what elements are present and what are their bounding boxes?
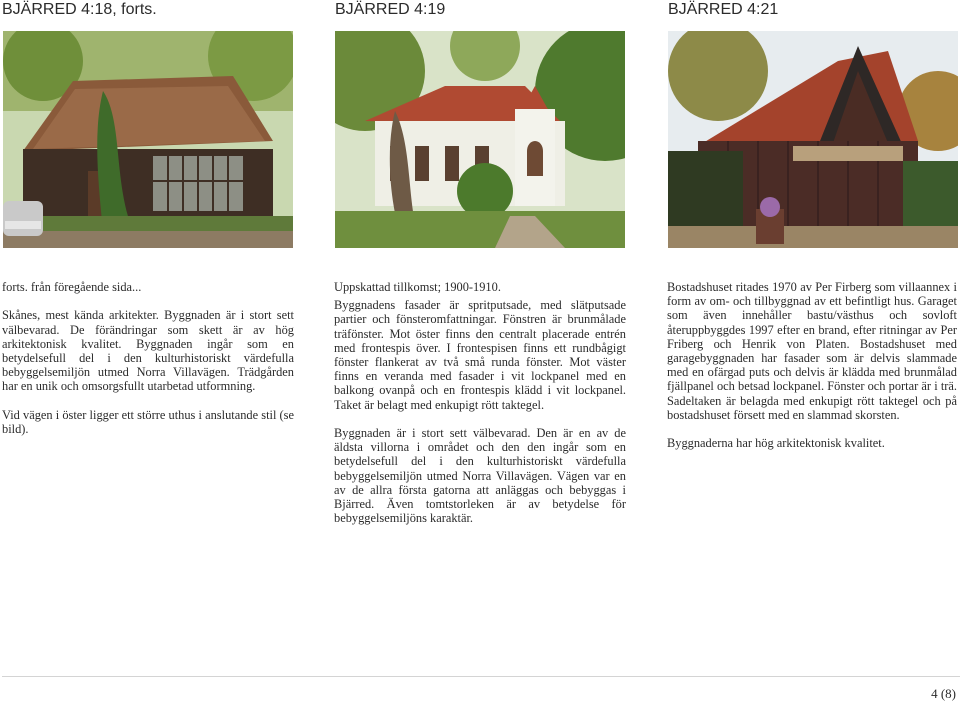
- col1-paragraph-2: Vid vägen i öster ligger ett större uthus i anslutande stil (se bild).: [2, 407, 294, 436]
- heading-bjarred-4-18: BJÄRRED 4:18, forts.: [2, 1, 157, 18]
- house-photo-icon: [335, 31, 625, 248]
- page-number: 4 (8): [931, 686, 956, 701]
- house-photo-icon: [3, 31, 293, 248]
- column-text-2: [334, 280, 626, 540]
- footer-divider: [2, 676, 960, 677]
- photo-bjarred-4-21: [668, 31, 958, 248]
- column-text-3: [667, 280, 957, 465]
- col2-paragraph-2: Byggnaden är i stort sett välbevarad. Den är en av de äldsta villorna i området och den den ingår som en betydelsefull del i den kulturhistoriskt värdefulla bebyggelsemiljön utmed Norra Villavägen. Vägen var en av de allra första gatorna att anläggas och bebyggas i Bjärred. Även tomtstorleken är av betydelse för bebyggelsemiljöns karaktär.: [334, 426, 626, 526]
- col1-paragraph-1: Skånes, mest kända arkitekter. Byggnaden är i stort sett välbevarad. De förändringar som skett är av hög arkitektonisk kvalitet. Byggnaden ingår som en betydelsefull del i den kulturhistoriskt värdefulla bebyggelsemiljön utmed Norra Villavägen. Trädgården har en unik och omsorgsfullt utarbetad utformning.: [2, 308, 294, 394]
- house-photo-icon: [668, 31, 958, 248]
- col3-paragraph-2: Byggnaderna har hög arkitektonisk kvalitet.: [667, 436, 885, 451]
- photo-bjarred-4-19: [335, 31, 625, 248]
- heading-bjarred-4-19: BJÄRRED 4:19: [335, 1, 446, 18]
- col2-paragraph-1: Byggnadens fasader är spritputsade, med slätputsade partier och fönsteromfattningar. Fönstren är brunmålade träfönster. Mot öster finns den centralt placerade entrén med frontespis över. I frontespisen finns ett rundbågigt fönster flankerat av två små runda fönster. Mot väster finns en veranda med fasader i vit lockpanel med en balkong ovanpå och en frontespis klädd i vit lockpanel. Taket är belagt med enkupigt rött taktegel.: [334, 298, 626, 412]
- column-text-1: [2, 280, 294, 450]
- col3-paragraph-1: Bostadshuset ritades 1970 av Per Firberg som villaannex i form av om- och tillbyggnad av ett befintligt hus. Garaget som även innehåller bastu/västhus och sovloft återuppbyggdes 1997 efter en brand, efter ritningar av Per Friberg och Henrik von Platen. Bostadshuset med garagebyggnaden har fasader som är delvis slammade med en ofärgad puts och delvis är klädda med brunmålad fjällpanel och betsad lockpanel. Fönster och portar är i trä. Sadeltaken är belagda med enkupigt rött taktegel och på bostadshuset försett med en slammad skorsten.: [667, 280, 957, 422]
- photo-bjarred-4-18: [3, 31, 293, 248]
- continuation-note: forts. från föregående sida...: [2, 280, 142, 294]
- heading-bjarred-4-21: BJÄRRED 4:21: [668, 1, 779, 18]
- estimated-construction-date: Uppskattad tillkomst; 1900-1910.: [334, 280, 501, 294]
